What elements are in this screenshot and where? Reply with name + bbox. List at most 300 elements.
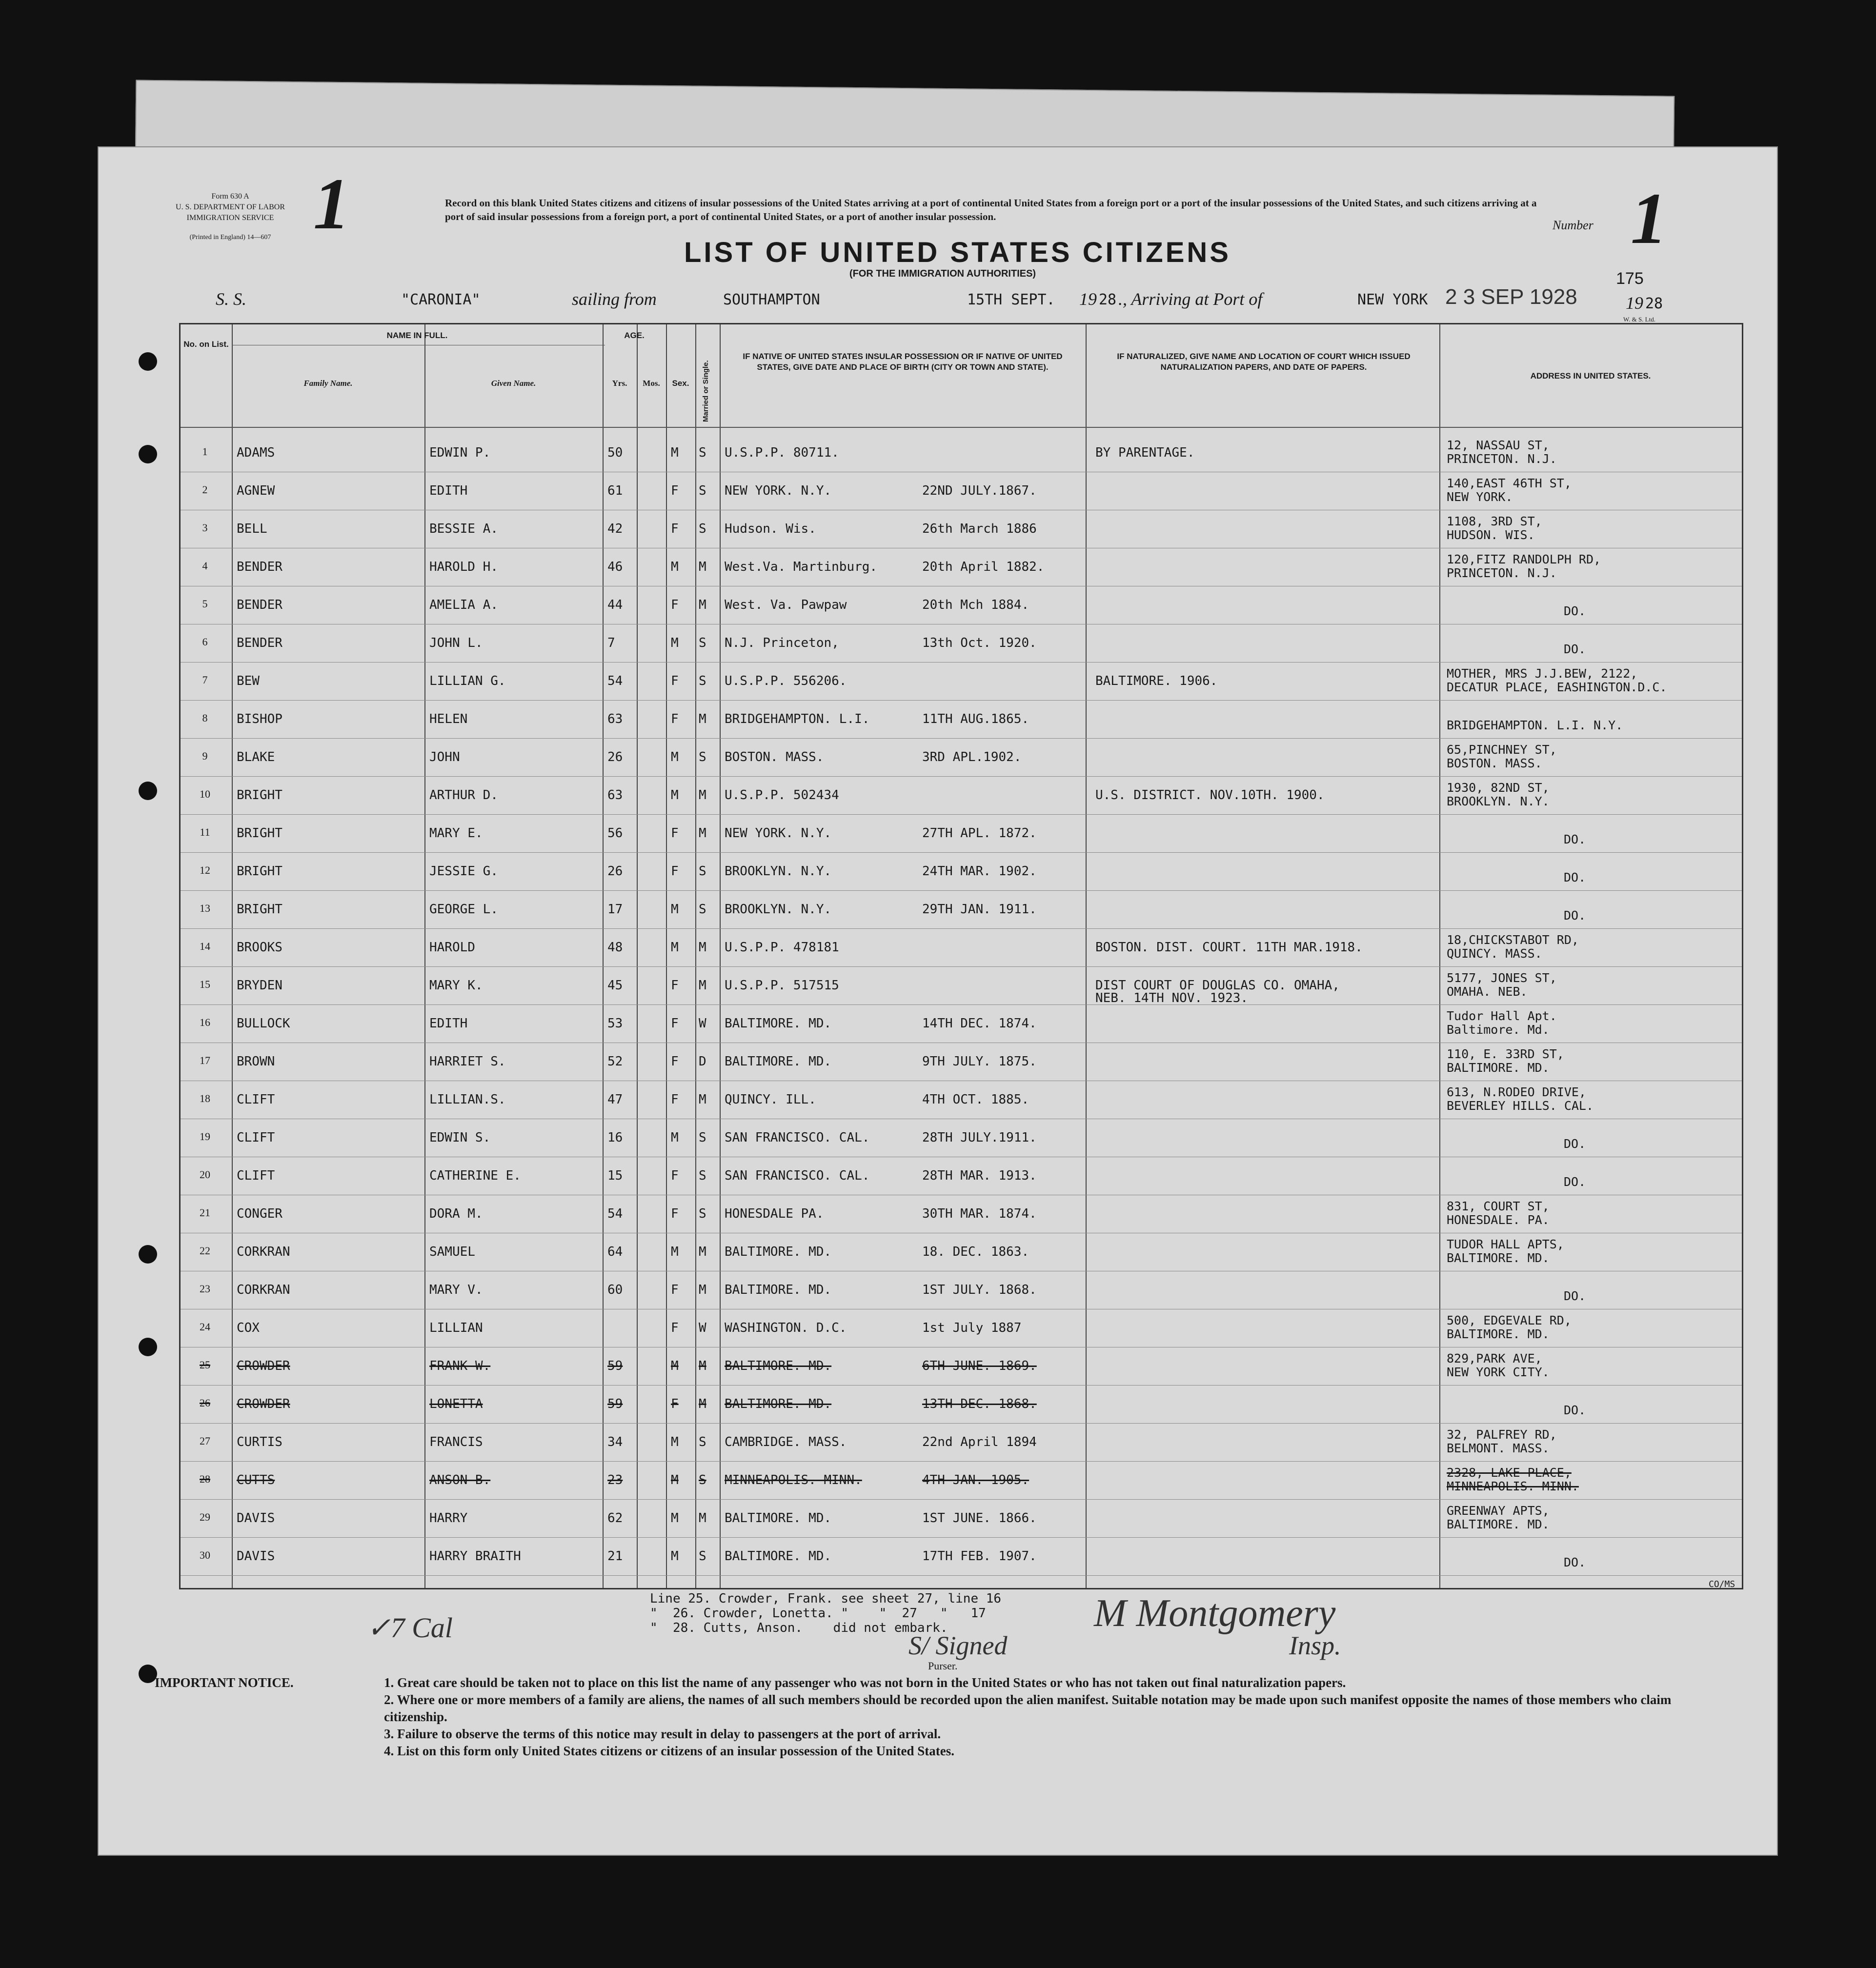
row-number: 13	[200, 902, 210, 914]
row-sex: M	[671, 1359, 679, 1373]
row-birth-date: 6TH JUNE. 1869.	[922, 1359, 1037, 1373]
form-identification	[162, 191, 299, 243]
row-sex: M	[671, 1130, 679, 1145]
row-divider	[181, 814, 1742, 815]
row-number: 17	[200, 1054, 210, 1066]
arrival-port: NEW YORK	[1357, 291, 1428, 308]
row-address-line2: DO.	[1564, 642, 1586, 656]
row-naturalization: BALTIMORE. 1906.	[1095, 674, 1218, 688]
row-age-years: 53	[607, 1016, 623, 1031]
row-birth-date: 28TH MAR. 1913.	[922, 1168, 1037, 1183]
row-family-name: CROWDER	[237, 1359, 290, 1373]
row-birth-place: U.S.P.P. 478181	[725, 940, 839, 955]
row-address-line2: DO.	[1564, 908, 1586, 923]
row-age-years: 21	[607, 1549, 623, 1564]
row-birth-date: 30TH MAR. 1874.	[922, 1206, 1037, 1221]
row-sex: M	[671, 1245, 679, 1259]
row-address-line2: BOSTON. MASS.	[1447, 756, 1542, 770]
row-birth-date: 17TH FEB. 1907.	[922, 1549, 1037, 1564]
sheet-mark-left: 1	[313, 163, 350, 244]
row-number: 11	[200, 826, 210, 838]
row-given-name: DORA M.	[429, 1206, 483, 1221]
row-address-line2: DO.	[1564, 604, 1586, 618]
row-naturalization: U.S. DISTRICT. NOV.10TH. 1900.	[1095, 788, 1325, 803]
row-birth-date: 20th Mch 1884.	[922, 598, 1029, 612]
number-value: 1	[1631, 178, 1667, 259]
row-naturalization: BY PARENTAGE.	[1095, 445, 1195, 460]
header-age-years: Yrs.	[612, 379, 627, 388]
row-sex: F	[671, 1283, 679, 1297]
row-family-name: COX	[237, 1321, 260, 1335]
row-birth-date: 3RD APL.1902.	[922, 750, 1022, 764]
header-no-on-list: No. on List.	[183, 340, 229, 349]
row-birth-date: 9TH JULY. 1875.	[922, 1054, 1037, 1069]
row-birth-date: 26th March 1886	[922, 522, 1037, 536]
row-divider	[181, 776, 1742, 777]
row-divider	[181, 700, 1742, 701]
row-given-name: LILLIAN G.	[429, 674, 506, 688]
row-family-name: BRYDEN	[237, 978, 282, 993]
row-number: 29	[200, 1511, 210, 1523]
row-given-name: EDWIN P.	[429, 445, 491, 460]
row-sex: F	[671, 598, 679, 612]
row-age-years: 34	[607, 1435, 623, 1449]
row-age-years: 56	[607, 826, 623, 841]
row-birth-date: 22ND JULY.1867.	[922, 483, 1037, 498]
row-divider	[181, 890, 1742, 891]
number-label: Number	[1553, 218, 1594, 232]
header-naturalization: IF NATURALIZED, GIVE NAME AND LOCATION OF COURT WHICH ISSUED NATURALIZATION PAPERS, AND DATE OF PAPERS.	[1117, 352, 1411, 372]
notice-item-4: 4. List on this form only United States citizens or citizens of an insular possession of the United States.	[384, 1744, 955, 1758]
row-family-name: BENDER	[237, 560, 282, 574]
row-address-line1: 831, COURT ST,	[1447, 1199, 1550, 1213]
inspector-signature-icon: Insp.	[1289, 1631, 1341, 1660]
row-divider	[181, 928, 1742, 929]
row-family-name: BISHOP	[237, 712, 282, 726]
row-birth-place: BRIDGEHAMPTON. L.I.	[725, 712, 870, 726]
row-sex: M	[671, 445, 679, 460]
purser-signature-icon: S/ Signed	[908, 1631, 1008, 1660]
row-age-years: 54	[607, 674, 623, 688]
row-marital-status: D	[699, 1054, 706, 1069]
row-birth-date: 27TH APL. 1872.	[922, 826, 1037, 841]
arrival-date-stamp: 2 3 SEP 1928	[1445, 285, 1577, 309]
row-age-years: 59	[607, 1397, 623, 1411]
row-given-name: ANSON B.	[429, 1473, 491, 1487]
row-birth-place: BALTIMORE. MD.	[725, 1016, 832, 1031]
row-marital-status: M	[699, 1511, 706, 1526]
row-given-name: EDWIN S.	[429, 1130, 491, 1145]
department-name: U. S. DEPARTMENT OF LABOR	[176, 203, 285, 211]
row-given-name: LONETTA	[429, 1397, 483, 1411]
margin-handwriting-icon: ✓7 Cal	[367, 1612, 453, 1644]
header-given-name: Given Name.	[491, 379, 536, 388]
row-marital-status: S	[699, 1130, 706, 1145]
row-family-name: DAVIS	[237, 1549, 275, 1564]
row-age-years: 60	[607, 1283, 623, 1297]
row-address-line2: PRINCETON. N.J.	[1447, 566, 1557, 580]
row-given-name: MARY K.	[429, 978, 483, 993]
row-number: 26	[200, 1397, 210, 1409]
row-sex: F	[671, 1016, 679, 1031]
important-notice	[155, 1674, 1716, 1758]
row-number: 28	[200, 1473, 210, 1485]
row-address-line1: 613, N.RODEO DRIVE,	[1447, 1085, 1586, 1099]
row-number: 30	[200, 1549, 210, 1561]
row-birth-place: U.S.P.P. 80711.	[725, 445, 839, 460]
binder-hole-icon	[139, 352, 157, 371]
row-number: 20	[200, 1168, 210, 1181]
header-married-single: Married or Single.	[702, 360, 710, 422]
header-age-months: Mos.	[643, 379, 660, 388]
row-sex: F	[671, 1206, 679, 1221]
row-birth-place: HONESDALE PA.	[725, 1206, 824, 1221]
row-birth-place: U.S.P.P. 517515	[725, 978, 839, 993]
row-family-name: CORKRAN	[237, 1245, 290, 1259]
row-given-name: JOHN L.	[429, 636, 483, 650]
page-subtitle: (FOR THE IMMIGRATION AUTHORITIES)	[849, 268, 1036, 279]
row-birth-date: 4TH JAN. 1905.	[922, 1473, 1029, 1487]
row-sex: M	[671, 750, 679, 764]
row-birth-place: BOSTON. MASS.	[725, 750, 824, 764]
row-age-years: 61	[607, 483, 623, 498]
arrival-year: 28	[1645, 295, 1663, 312]
row-birth-date: 28TH JULY.1911.	[922, 1130, 1037, 1145]
row-birth-place: CAMBRIDGE. MASS.	[725, 1435, 847, 1449]
row-address-line1: 829,PARK AVE,	[1447, 1351, 1542, 1366]
row-naturalization: BOSTON. DIST. COURT. 11TH MAR.1918.	[1095, 940, 1363, 955]
row-sex: M	[671, 560, 679, 574]
row-sex: M	[671, 636, 679, 650]
printed-note: (Printed in England) 14—607	[189, 234, 271, 241]
row-sex: F	[671, 864, 679, 879]
row-age-years: 48	[607, 940, 623, 955]
row-family-name: CLIFT	[237, 1168, 275, 1183]
row-birth-date: 1st July 1887	[922, 1321, 1022, 1335]
row-family-name: BELL	[237, 522, 267, 536]
row-birth-place: MINNEAPOLIS. MINN.	[725, 1473, 862, 1487]
row-sex: F	[671, 1321, 679, 1335]
row-age-years: 45	[607, 978, 623, 993]
row-address-line2: BEVERLEY HILLS. CAL.	[1447, 1099, 1594, 1113]
row-address-line2: HONESDALE. PA.	[1447, 1213, 1550, 1227]
row-marital-status: S	[699, 1549, 706, 1564]
notice-item-2: 2. Where one or more members of a family are aliens, the names of all such members should be recorded upon the alien manifest. Suitable notation may be made upon such manifest opposite the names of those members who claim citizenship.	[384, 1692, 1672, 1724]
row-number: 19	[200, 1130, 210, 1143]
row-marital-status: M	[699, 1283, 706, 1297]
row-birth-place: QUINCY. ILL.	[725, 1092, 816, 1107]
header-birth-place-date: IF NATIVE OF UNITED STATES INSULAR POSSESSION OR IF NATIVE OF UNITED STATES, GIVE DATE AND PLACE OF BIRTH (CITY OR TOWN AND STATE).	[743, 352, 1063, 372]
row-address-line1: 12, NASSAU ST,	[1447, 438, 1550, 452]
notice-label: IMPORTANT NOTICE.	[155, 1675, 294, 1690]
row-birth-date: 22nd April 1894	[922, 1435, 1037, 1449]
row-marital-status: M	[699, 978, 706, 993]
row-number: 8	[202, 712, 208, 724]
row-marital-status: S	[699, 864, 706, 879]
sailing-year-prefix: 19	[1079, 289, 1097, 309]
row-given-name: LILLIAN.S.	[429, 1092, 506, 1107]
row-address-line2: Baltimore. Md.	[1447, 1023, 1550, 1037]
row-given-name: FRANCIS	[429, 1435, 483, 1449]
row-sex: M	[671, 1511, 679, 1526]
row-divider	[181, 1385, 1742, 1386]
row-given-name: HAROLD	[429, 940, 475, 955]
row-address-line2: OMAHA. NEB.	[1447, 984, 1528, 999]
row-given-name: MARY V.	[429, 1283, 483, 1297]
manifest-table	[179, 323, 1743, 1589]
row-marital-status: W	[699, 1321, 706, 1335]
row-marital-status: S	[699, 1473, 706, 1487]
officer-signature-icon: M Montgomery	[1094, 1592, 1336, 1635]
row-marital-status: M	[699, 1397, 706, 1411]
row-divider	[181, 1575, 1742, 1576]
row-address-line2: DO.	[1564, 1403, 1586, 1417]
row-address-line1: 2328, LAKE PLACE,	[1447, 1466, 1572, 1480]
row-given-name: JOHN	[429, 750, 460, 764]
row-sex: F	[671, 483, 679, 498]
row-birth-date: 14TH DEC. 1874.	[922, 1016, 1037, 1031]
row-address-line2: BALTIMORE. MD.	[1447, 1517, 1550, 1531]
row-age-years: 15	[607, 1168, 623, 1183]
row-marital-status: S	[699, 674, 706, 688]
row-address-line1: Tudor Hall Apt.	[1447, 1009, 1557, 1023]
row-number: 1	[202, 445, 208, 458]
row-birth-place: BALTIMORE. MD.	[725, 1549, 832, 1564]
row-number: 23	[200, 1283, 210, 1295]
row-age-years: 52	[607, 1054, 623, 1069]
row-family-name: CLIFT	[237, 1092, 275, 1107]
row-sex: M	[671, 1435, 679, 1449]
row-family-name: BEW	[237, 674, 260, 688]
manifest-sheet	[98, 146, 1778, 1856]
row-number: 6	[202, 636, 208, 648]
binder-hole-icon	[139, 1338, 157, 1356]
row-family-name: AGNEW	[237, 483, 275, 498]
row-address-line2: BROOKLYN. N.Y.	[1447, 794, 1550, 808]
row-sex: F	[671, 1397, 679, 1411]
row-address-line1: 18,CHICKSTABOT RD,	[1447, 933, 1579, 947]
stamp-number: 175	[1616, 269, 1644, 288]
row-sex: M	[671, 902, 679, 917]
row-given-name: MARY E.	[429, 826, 483, 841]
row-given-name: AMELIA A.	[429, 598, 498, 612]
row-number: 21	[200, 1206, 210, 1219]
row-birth-date: 11TH AUG.1865.	[922, 712, 1029, 726]
row-address-line1: 1930, 82ND ST,	[1447, 781, 1550, 795]
row-family-name: BRIGHT	[237, 826, 282, 841]
sailing-from-label: sailing from	[572, 289, 657, 309]
row-age-years: 7	[607, 636, 615, 650]
row-birth-place: SAN FRANCISCO. CAL.	[725, 1168, 870, 1183]
row-marital-status: S	[699, 522, 706, 536]
row-family-name: BROWN	[237, 1054, 275, 1069]
row-sex: M	[671, 1473, 679, 1487]
row-family-name: CUTTS	[237, 1473, 275, 1487]
notice-item-1: 1. Great care should be taken not to place on this list the name of any passenger who was not born in the United States or who has not taken out final naturalization papers.	[384, 1675, 1346, 1690]
row-marital-status: M	[699, 826, 706, 841]
row-birth-place: NEW YORK. N.Y.	[725, 826, 832, 841]
header-address: ADDRESS IN UNITED STATES.	[1530, 371, 1651, 381]
row-given-name: HAROLD H.	[429, 560, 498, 574]
row-birth-date: 1ST JUNE. 1866.	[922, 1511, 1037, 1526]
row-address-line2: DO.	[1564, 1137, 1586, 1151]
row-number: 9	[202, 750, 208, 762]
intro-text: Record on this blank United States citizens and citizens of insular possessions of the United States arriving at a port of continental United States from a foreign port or a port of the insular possessions of the United States, and such citizens arriving at a port of said insular possessions from a foreign port, a port of continental United States, or a port of another insular possession.	[445, 197, 1537, 222]
arrival-year-prefix: 19	[1626, 293, 1643, 313]
row-age-years: 26	[607, 864, 623, 879]
row-address-line2: HUDSON. WIS.	[1447, 528, 1535, 542]
row-given-name: EDITH	[429, 1016, 468, 1031]
row-birth-date: 13TH DEC. 1868.	[922, 1397, 1037, 1411]
row-number: 18	[200, 1092, 210, 1104]
arriving-label: ., Arriving at Port of	[1118, 289, 1263, 309]
row-birth-place: BALTIMORE. MD.	[725, 1511, 832, 1526]
row-sex: F	[671, 522, 679, 536]
row-address-line1: MOTHER, MRS J.J.BEW, 2122,	[1447, 666, 1638, 681]
row-marital-status: M	[699, 788, 706, 803]
row-marital-status: S	[699, 902, 706, 917]
row-address-line2: PRINCETON. N.J.	[1447, 452, 1557, 466]
header-sex: Sex.	[672, 379, 689, 388]
row-number: 22	[200, 1245, 210, 1257]
row-birth-place: Hudson. Wis.	[725, 522, 816, 536]
row-family-name: ADAMS	[237, 445, 275, 460]
row-address-line2: BRIDGEHAMPTON. L.I. N.Y.	[1447, 718, 1623, 732]
row-given-name: SAMUEL	[429, 1245, 475, 1259]
row-marital-status: M	[699, 712, 706, 726]
row-naturalization: DIST COURT OF DOUGLAS CO. OMAHA,	[1095, 978, 1340, 993]
row-age-years: 59	[607, 1359, 623, 1373]
row-number: 24	[200, 1321, 210, 1333]
binder-hole-icon	[139, 782, 157, 800]
row-marital-status: M	[699, 940, 706, 955]
footnote-block	[650, 1591, 1001, 1635]
row-birth-place: WASHINGTON. D.C.	[725, 1321, 847, 1335]
row-number: 4	[202, 560, 208, 572]
row-age-years: 16	[607, 1130, 623, 1145]
row-birth-place: BALTIMORE. MD.	[725, 1359, 832, 1373]
row-birth-place: NEW YORK. N.Y.	[725, 483, 832, 498]
row-number: 15	[200, 978, 210, 990]
row-family-name: BENDER	[237, 598, 282, 612]
row-divider	[181, 1461, 1742, 1462]
row-address-line2: BELMONT. MASS.	[1447, 1441, 1550, 1455]
row-given-name: JESSIE G.	[429, 864, 498, 879]
row-sex: F	[671, 826, 679, 841]
row-divider	[181, 1004, 1742, 1005]
row-given-name: HARRY BRAITH	[429, 1549, 521, 1564]
row-number: 27	[200, 1435, 210, 1447]
row-number: 14	[200, 940, 210, 952]
row-given-name: ARTHUR D.	[429, 788, 498, 803]
row-age-years: 47	[607, 1092, 623, 1107]
row-birth-date: 1ST JULY. 1868.	[922, 1283, 1037, 1297]
row-address-line1: 5177, JONES ST,	[1447, 971, 1557, 985]
row-family-name: DAVIS	[237, 1511, 275, 1526]
row-address-line2: BALTIMORE. MD.	[1447, 1251, 1550, 1265]
row-birth-place: BALTIMORE. MD.	[725, 1397, 832, 1411]
row-age-years: 46	[607, 560, 623, 574]
row-family-name: CROWDER	[237, 1397, 290, 1411]
row-birth-place: West. Va. Pawpaw	[725, 598, 847, 612]
row-family-name: BLAKE	[237, 750, 275, 764]
row-sex: F	[671, 1092, 679, 1107]
form-number: Form 630 A	[211, 192, 249, 201]
row-given-name: LILLIAN	[429, 1321, 483, 1335]
row-given-name: EDITH	[429, 483, 468, 498]
row-age-years: 63	[607, 788, 623, 803]
row-naturalization-cont: NEB. 14TH NOV. 1923.	[1095, 991, 1249, 1005]
row-address-line1: 120,FITZ RANDOLPH RD,	[1447, 552, 1601, 566]
binder-hole-icon	[139, 445, 157, 463]
row-marital-status: S	[699, 636, 706, 650]
row-marital-status: M	[699, 598, 706, 612]
header-name-in-full: NAME IN FULL.	[386, 331, 448, 340]
row-given-name: FRANK W.	[429, 1359, 491, 1373]
row-sex: M	[671, 940, 679, 955]
row-age-years: 44	[607, 598, 623, 612]
purser-label: Purser.	[928, 1660, 958, 1672]
row-address-line2: NEW YORK CITY.	[1447, 1365, 1550, 1379]
row-age-years: 64	[607, 1245, 623, 1259]
footnote-line-25: Line 25. Crowder, Frank. see sheet 27, line 16	[650, 1591, 1002, 1606]
row-family-name: CURTIS	[237, 1435, 282, 1449]
margin-mark: CO/MS	[1709, 1579, 1735, 1589]
row-family-name: CLIFT	[237, 1130, 275, 1145]
row-address-line2: MINNEAPOLIS. MINN.	[1447, 1479, 1579, 1493]
row-number: 25	[200, 1359, 210, 1371]
row-birth-date: 4TH OCT. 1885.	[922, 1092, 1029, 1107]
row-divider	[181, 1499, 1742, 1500]
row-address-line1: 1108, 3RD ST,	[1447, 514, 1542, 528]
sailing-year: 28	[1099, 291, 1117, 308]
row-birth-place: SAN FRANCISCO. CAL.	[725, 1130, 870, 1145]
row-given-name: CATHERINE E.	[429, 1168, 521, 1183]
row-address-line2: DECATUR PLACE, EASHINGTON.D.C.	[1447, 680, 1667, 694]
row-age-years: 50	[607, 445, 623, 460]
row-marital-status: S	[699, 750, 706, 764]
row-marital-status: S	[699, 445, 706, 460]
header-family-name: Family Name.	[303, 379, 353, 388]
row-age-years: 42	[607, 522, 623, 536]
row-address-line2: DO.	[1564, 1175, 1586, 1189]
row-address-line2: BALTIMORE. MD.	[1447, 1061, 1550, 1075]
notice-item-3: 3. Failure to observe the terms of this notice may result in delay to passengers at the port of arrival.	[384, 1727, 941, 1741]
row-number: 2	[202, 483, 208, 496]
row-given-name: HARRY	[429, 1511, 468, 1526]
row-divider	[181, 966, 1742, 967]
footnote-line-26: " 26. Crowder, Lonetta. " " 27 " 17	[650, 1606, 986, 1621]
row-age-years: 17	[607, 902, 623, 917]
row-sex: F	[671, 1168, 679, 1183]
row-birth-date: 29TH JAN. 1911.	[922, 902, 1037, 917]
row-address-line1: 32, PALFREY RD,	[1447, 1427, 1557, 1442]
row-sex: F	[671, 674, 679, 688]
row-given-name: HARRIET S.	[429, 1054, 506, 1069]
row-birth-place: U.S.P.P. 556206.	[725, 674, 847, 688]
row-number: 12	[200, 864, 210, 876]
row-birth-date: 24TH MAR. 1902.	[922, 864, 1037, 879]
row-divider	[181, 852, 1742, 853]
row-address-line1: 500, EDGEVALE RD,	[1447, 1313, 1572, 1327]
row-divider	[181, 1537, 1742, 1538]
row-sex: F	[671, 712, 679, 726]
row-marital-status: S	[699, 1206, 706, 1221]
row-marital-status: M	[699, 1359, 706, 1373]
row-birth-place: West.Va. Martinburg.	[725, 560, 878, 574]
binder-hole-icon	[139, 1245, 157, 1264]
row-marital-status: S	[699, 483, 706, 498]
